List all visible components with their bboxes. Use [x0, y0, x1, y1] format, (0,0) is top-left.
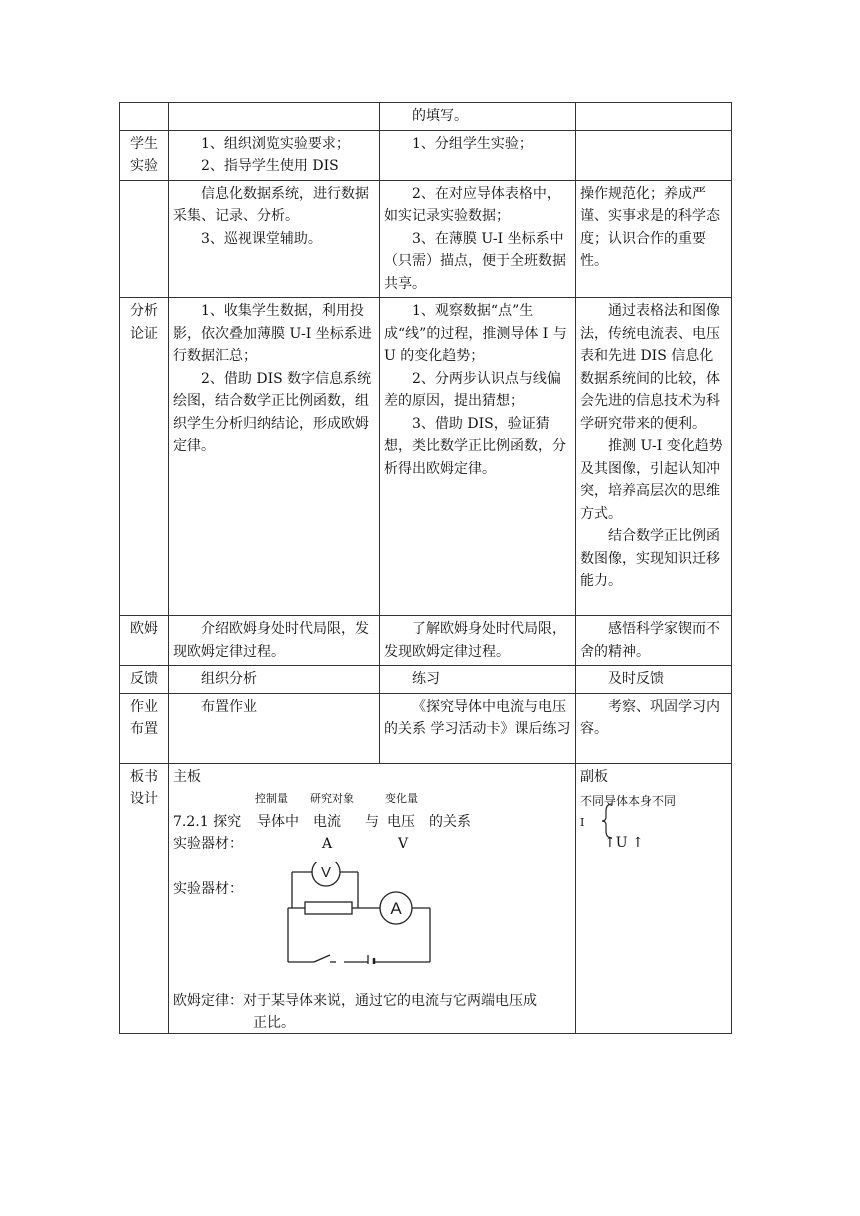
equipment-voltmeter-letter: V [398, 835, 409, 852]
stage-label: 反馈 [130, 671, 158, 687]
main-board-title: 主板 [173, 768, 201, 785]
student-text: 1、观察数据“点”生成“线”的过程，推测导体 I 与 U 的变化趋势； [384, 303, 567, 364]
table-row [120, 180, 732, 298]
goal-cell [576, 693, 732, 763]
control-variable-label: 控制量 [255, 791, 288, 805]
teacher-text: 3、巡视课堂辅助。 [201, 230, 322, 247]
stage-label: 分析论证 [130, 303, 158, 342]
switch-symbol [314, 955, 330, 962]
goal-text: 操作规范化；养成严谨、实事求是的科学态度；认识合作的重要性。 [580, 185, 720, 269]
table-row [120, 130, 732, 180]
lesson-plan-table [119, 102, 732, 1034]
table-row [120, 298, 732, 616]
teacher-text: 2、借助 DIS 数字信息系统绘图，结合数学正比例函数，组织学生分析归纳结论，形成欧姆定律。 [173, 370, 372, 454]
teacher-cell [169, 666, 380, 694]
student-text: 3、借助 DIS，验证猜想，类比数学正比例函数，分析得出欧姆定律。 [384, 415, 566, 477]
student-text: 的填写。 [412, 108, 468, 124]
table-row [120, 103, 732, 131]
student-text: 2、分两步认识点与线偏差的原因，提出猜想； [384, 370, 561, 409]
goal-text: 感悟科学家锲而不舍的精神。 [580, 621, 720, 660]
resistor-symbol [305, 902, 352, 914]
goal-text: 推测 U-I 变化趋势及其图像，引起认知冲突，培养高层次的思维方式。 [580, 438, 723, 522]
student-cell [380, 130, 576, 180]
stage-cell [120, 763, 169, 1033]
voltmeter-letter: V [320, 863, 332, 881]
stage-label: 作业布置 [130, 698, 158, 737]
teacher-cell [169, 616, 380, 666]
student-text: 1、分组学生实验； [412, 135, 533, 152]
board-title-part: 电压 [387, 813, 415, 830]
side-board-voltage-symbol: ↑U ↑ [604, 834, 644, 851]
stage-label: 板书设计 [130, 768, 158, 807]
research-object-label: 研究对象 [310, 791, 354, 805]
goal-cell [576, 666, 732, 694]
equipment-label: 实验器材： [173, 835, 243, 852]
main-board-cell [169, 763, 576, 1033]
ammeter-letter: A [390, 898, 402, 918]
teacher-text: 组织分析 [201, 671, 257, 687]
teacher-cell [169, 693, 380, 763]
stage-cell [120, 616, 169, 666]
board-title-part: 电流 [313, 813, 341, 830]
student-text: 《探究导体中电流与电压的关系 学习活动卡》课后练习 [384, 698, 571, 737]
changing-variable-label: 变化量 [385, 791, 418, 805]
goal-text: 通过表格法和图像法，传统电流表、电压表和先进 DIS 信息化数据系统间的比较，体会先进的信息技术为科学研究带来的便利。 [580, 303, 720, 432]
side-board [580, 766, 727, 1028]
side-board-text: 不同导体本身不同 [580, 793, 677, 808]
stage-cell [120, 130, 169, 180]
board-title-part: 与 [365, 813, 379, 830]
student-text: 3、在薄膜 U-I 坐标系中（只需）描点，便于全班数据共享。 [384, 230, 566, 292]
stage-cell [120, 693, 169, 763]
stage-label: 学生实验 [130, 135, 158, 174]
teacher-text: 2、指导学生使用 DIS [201, 158, 339, 174]
student-text: 练习 [412, 671, 440, 687]
goal-text: 考察、巩固学习内容。 [580, 698, 720, 737]
goal-text: 及时反馈 [608, 671, 664, 687]
ohms-law-text: 正比。 [253, 1014, 295, 1031]
student-cell [380, 693, 576, 763]
goal-cell [576, 103, 732, 131]
circuit-diagram [278, 862, 438, 964]
table-row [120, 763, 732, 1033]
board-title-part: 导体中 [257, 813, 299, 830]
teacher-text: 1、组织浏览实验要求； [201, 135, 350, 152]
stage-label: 欧姆 [130, 621, 158, 637]
teacher-text: 布置作业 [201, 698, 257, 715]
goal-text: 结合数学正比例函数图像，实现知识迁移能力。 [580, 528, 720, 589]
stage-cell [120, 298, 169, 616]
goal-cell [576, 130, 732, 180]
teacher-text: 1、收集学生数据，利用投影，依次叠加薄膜 U-I 坐标系进行数据汇总； [173, 303, 372, 364]
table-row [120, 666, 732, 694]
student-cell [380, 180, 576, 298]
goal-cell [576, 180, 732, 298]
equipment-label: 实验器材： [173, 880, 243, 897]
student-text: 了解欧姆身处时代局限，发现欧姆定律过程。 [384, 621, 566, 660]
teacher-cell [169, 298, 380, 616]
ohms-law-text: 欧姆定律：对于某导体来说，通过它的电流与它两端电压成 [173, 992, 537, 1009]
equipment-ammeter-letter: A [322, 835, 333, 852]
student-cell [380, 298, 576, 616]
stage-cell [120, 103, 169, 131]
stage-cell [120, 180, 169, 298]
teacher-cell [169, 103, 380, 131]
student-text: 2、在对应导体表格中，如实记录实验数据； [384, 185, 561, 224]
goal-cell [576, 298, 732, 616]
teacher-text: 介绍欧姆身处时代局限，发现欧姆定律过程。 [173, 621, 369, 660]
teacher-text: 信息化数据系统，进行数据采集、记录、分析。 [173, 185, 369, 224]
main-board [173, 766, 571, 1031]
board-title-part: 7.2.1 探究 [173, 813, 242, 830]
table-row [120, 693, 732, 763]
student-cell [380, 103, 576, 131]
side-board-current-symbol: I [580, 815, 585, 829]
teacher-cell [169, 130, 380, 180]
goal-cell [576, 616, 732, 666]
side-board-title: 副板 [580, 768, 608, 785]
side-board-cell [576, 763, 732, 1033]
stage-cell [120, 666, 169, 694]
board-title-part: 的关系 [429, 813, 471, 830]
table-row [120, 616, 732, 666]
teacher-cell [169, 180, 380, 298]
student-cell [380, 666, 576, 694]
student-cell [380, 616, 576, 666]
